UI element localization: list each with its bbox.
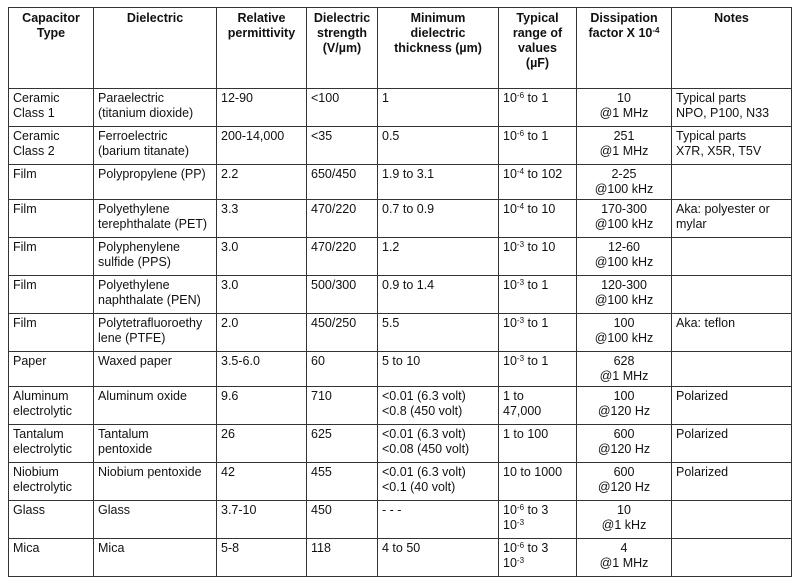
cell-dielectric-strength: <35	[307, 127, 378, 165]
cell-min-thickness: <0.01 (6.3 volt) <0.08 (450 volt)	[378, 425, 499, 463]
table-row	[9, 276, 792, 314]
table-body	[9, 89, 792, 577]
cell-dielectric-strength: 455	[307, 463, 378, 501]
cell-notes	[672, 276, 792, 314]
header-dissipation-factor: Dissipation factor X $10^{-4}$	[577, 8, 672, 89]
cell-notes: Typical parts NPO, P100, N33	[672, 89, 792, 127]
cell-dissipation-factor: 628 @1 MHz	[577, 352, 672, 387]
cell-dielectric: Glass	[94, 501, 217, 539]
cell-dielectric: Polyphenylene sulfide (PPS)	[94, 238, 217, 276]
cell-min-thickness: 0.7 to 0.9	[378, 200, 499, 238]
cell-dielectric-strength: 60	[307, 352, 378, 387]
cell-dielectric: Polypropylene (PP)	[94, 165, 217, 200]
cell-typical-range: 1 to 47,000	[499, 387, 577, 425]
cell-capacitor-type: Film	[9, 314, 94, 352]
cell-relative-permittivity: 2.0	[217, 314, 307, 352]
table-row	[9, 200, 792, 238]
table-row	[9, 539, 792, 577]
cell-dissipation-factor: 251 @1 MHz	[577, 127, 672, 165]
cell-typical-range: $10^{-3}$ to 1	[499, 352, 577, 387]
cell-dissipation-factor: 100 @100 kHz	[577, 314, 672, 352]
header-dielectric-strength: Dielectric strength (V/µm)	[307, 8, 378, 89]
cell-dielectric: Aluminum oxide	[94, 387, 217, 425]
cell-notes: Polarized	[672, 387, 792, 425]
cell-capacitor-type: Mica	[9, 539, 94, 577]
cell-relative-permittivity: 9.6	[217, 387, 307, 425]
cell-relative-permittivity: 3.0	[217, 276, 307, 314]
cell-capacitor-type: Ceramic Class 1	[9, 89, 94, 127]
cell-min-thickness: 1.9 to 3.1	[378, 165, 499, 200]
cell-typical-range: 1 to 100	[499, 425, 577, 463]
cell-dielectric: Mica	[94, 539, 217, 577]
cell-dielectric: Niobium pentoxide	[94, 463, 217, 501]
table-row	[9, 387, 792, 425]
table-row	[9, 463, 792, 501]
cell-dielectric: Polyethylene naphthalate (PEN)	[94, 276, 217, 314]
cell-capacitor-type: Tantalum electrolytic	[9, 425, 94, 463]
header-dielectric: Dielectric	[94, 8, 217, 89]
cell-relative-permittivity: 3.7-10	[217, 501, 307, 539]
cell-relative-permittivity: 26	[217, 425, 307, 463]
capacitor-table-container	[8, 7, 792, 577]
cell-dissipation-factor: 2-25 @100 kHz	[577, 165, 672, 200]
cell-typical-range: $10^{-3}$ to 1	[499, 314, 577, 352]
cell-dielectric-strength: <100	[307, 89, 378, 127]
cell-capacitor-type: Glass	[9, 501, 94, 539]
cell-relative-permittivity: 3.5-6.0	[217, 352, 307, 387]
cell-capacitor-type: Niobium electrolytic	[9, 463, 94, 501]
header-typical-range: Typical range of values (µF)	[499, 8, 577, 89]
cell-min-thickness: <0.01 (6.3 volt) <0.8 (450 volt)	[378, 387, 499, 425]
cell-relative-permittivity: 3.0	[217, 238, 307, 276]
cell-min-thickness: 5 to 10	[378, 352, 499, 387]
cell-typical-range: $10^{-4}$ to 102	[499, 165, 577, 200]
cell-dielectric-strength: 710	[307, 387, 378, 425]
cell-dissipation-factor: 10 @1 kHz	[577, 501, 672, 539]
table-row	[9, 165, 792, 200]
cell-dissipation-factor: 10 @1 MHz	[577, 89, 672, 127]
cell-notes: Aka: polyester or mylar	[672, 200, 792, 238]
cell-dielectric-strength: 625	[307, 425, 378, 463]
table-row	[9, 425, 792, 463]
cell-dissipation-factor: 4 @1 MHz	[577, 539, 672, 577]
cell-notes: Aka: teflon	[672, 314, 792, 352]
cell-notes: Polarized	[672, 425, 792, 463]
cell-dielectric-strength: 650/450	[307, 165, 378, 200]
header-relative-permittivity: Relative permittivity	[217, 8, 307, 89]
cell-dielectric-strength: 500/300	[307, 276, 378, 314]
cell-relative-permittivity: 5-8	[217, 539, 307, 577]
cell-min-thickness: 4 to 50	[378, 539, 499, 577]
cell-typical-range: $10^{-6}$ to 3 $10^{-3}$	[499, 501, 577, 539]
cell-relative-permittivity: 200-14,000	[217, 127, 307, 165]
cell-notes	[672, 501, 792, 539]
cell-notes: Typical parts X7R, X5R, T5V	[672, 127, 792, 165]
cell-relative-permittivity: 3.3	[217, 200, 307, 238]
cell-relative-permittivity: 42	[217, 463, 307, 501]
cell-relative-permittivity: 2.2	[217, 165, 307, 200]
table-row	[9, 352, 792, 387]
cell-typical-range: 10 to 1000	[499, 463, 577, 501]
cell-notes: Polarized	[672, 463, 792, 501]
cell-capacitor-type: Ceramic Class 2	[9, 127, 94, 165]
table-row	[9, 314, 792, 352]
cell-min-thickness: 5.5	[378, 314, 499, 352]
header-min-thickness: Minimum dielectric thickness (µm)	[378, 8, 499, 89]
cell-dielectric: Ferroelectric (barium titanate)	[94, 127, 217, 165]
header-capacitor-type: Capacitor Type	[9, 8, 94, 89]
cell-capacitor-type: Film	[9, 238, 94, 276]
cell-dielectric: Polytetrafluoroethy lene (PTFE)	[94, 314, 217, 352]
cell-notes	[672, 238, 792, 276]
header-row	[9, 8, 792, 89]
cell-dielectric-strength: 118	[307, 539, 378, 577]
table-row	[9, 238, 792, 276]
cell-notes	[672, 165, 792, 200]
table-row	[9, 89, 792, 127]
cell-dielectric-strength: 470/220	[307, 238, 378, 276]
cell-capacitor-type: Paper	[9, 352, 94, 387]
cell-typical-range: $10^{-6}$ to 3 $10^{-3}$	[499, 539, 577, 577]
cell-dissipation-factor: 600 @120 Hz	[577, 425, 672, 463]
cell-dissipation-factor: 120-300 @100 kHz	[577, 276, 672, 314]
cell-capacitor-type: Film	[9, 276, 94, 314]
cell-dissipation-factor: 12-60 @100 kHz	[577, 238, 672, 276]
cell-typical-range: $10^{-6}$ to 1	[499, 127, 577, 165]
cell-dissipation-factor: 170-300 @100 kHz	[577, 200, 672, 238]
cell-typical-range: $10^{-4}$ to 10	[499, 200, 577, 238]
cell-min-thickness: <0.01 (6.3 volt) <0.1 (40 volt)	[378, 463, 499, 501]
table-row	[9, 127, 792, 165]
table-row	[9, 501, 792, 539]
cell-dielectric-strength: 450	[307, 501, 378, 539]
cell-min-thickness: 0.9 to 1.4	[378, 276, 499, 314]
cell-dielectric: Paraelectric (titanium dioxide)	[94, 89, 217, 127]
cell-notes	[672, 352, 792, 387]
cell-dielectric: Tantalum pentoxide	[94, 425, 217, 463]
cell-typical-range: $10^{-3}$ to 10	[499, 238, 577, 276]
capacitor-table	[8, 7, 792, 577]
header-notes: Notes	[672, 8, 792, 89]
cell-typical-range: $10^{-6}$ to 1	[499, 89, 577, 127]
cell-dielectric-strength: 470/220	[307, 200, 378, 238]
cell-dissipation-factor: 600 @120 Hz	[577, 463, 672, 501]
cell-relative-permittivity: 12-90	[217, 89, 307, 127]
cell-min-thickness: 1	[378, 89, 499, 127]
cell-dielectric: Polyethylene terephthalate (PET)	[94, 200, 217, 238]
cell-min-thickness: 0.5	[378, 127, 499, 165]
cell-min-thickness: - - -	[378, 501, 499, 539]
cell-capacitor-type: Aluminum electrolytic	[9, 387, 94, 425]
cell-dissipation-factor: 100 @120 Hz	[577, 387, 672, 425]
cell-capacitor-type: Film	[9, 165, 94, 200]
cell-capacitor-type: Film	[9, 200, 94, 238]
cell-typical-range: $10^{-3}$ to 1	[499, 276, 577, 314]
cell-notes	[672, 539, 792, 577]
cell-dielectric: Waxed paper	[94, 352, 217, 387]
cell-min-thickness: 1.2	[378, 238, 499, 276]
cell-dielectric-strength: 450/250	[307, 314, 378, 352]
